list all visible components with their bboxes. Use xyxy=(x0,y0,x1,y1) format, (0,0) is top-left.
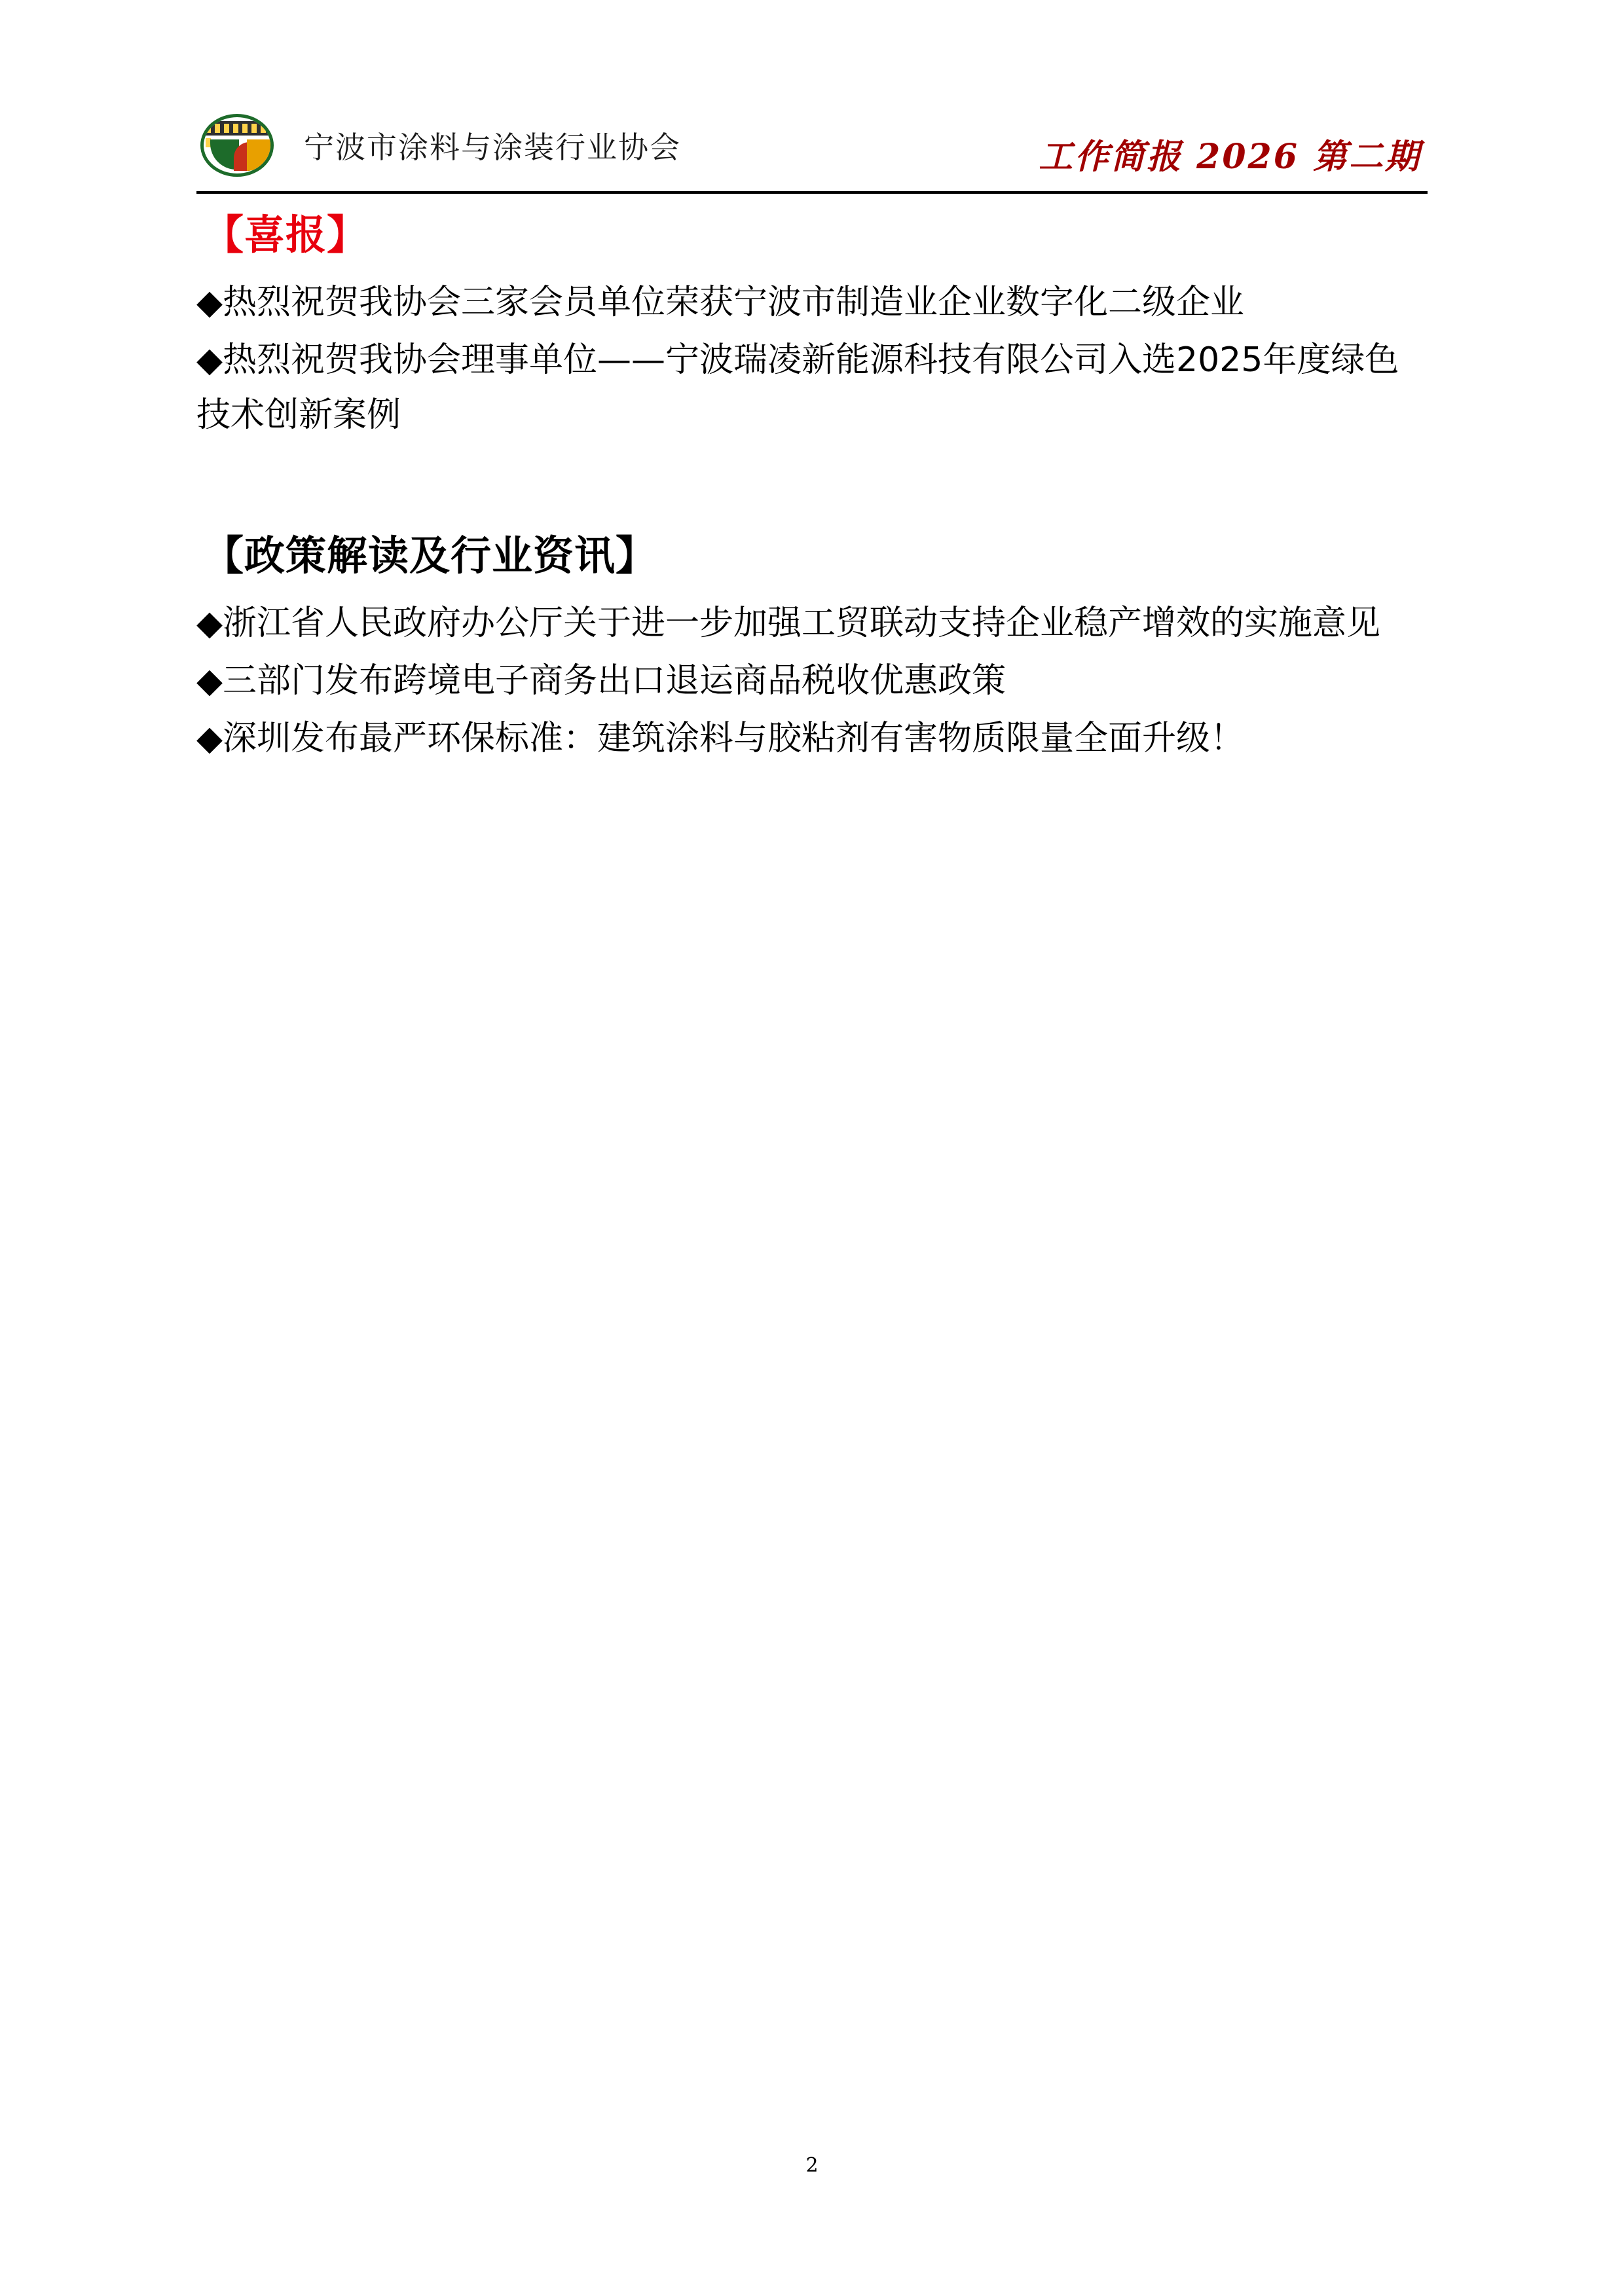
section-good-news xyxy=(196,210,1428,443)
header-left-group xyxy=(196,110,681,190)
page-header xyxy=(196,92,1428,196)
list-item: ◆浙江省人民政府办公厅关于进一步加强工贸联动支持企业稳产增效的实施意见 xyxy=(196,603,1380,643)
list-item: ◆热烈祝贺我协会三家会员单位荣获宁波市制造业企业数字化二级企业 xyxy=(196,282,1244,322)
association-name: 宁波市涂料与涂装行业协会 xyxy=(304,130,681,165)
list-item: ◆热烈祝贺我协会理事单位——宁波瑞凌新能源科技有限公司入选2025年度绿色技术创新案例 xyxy=(196,340,1399,435)
section-title-good-news: 【喜报】 xyxy=(203,211,369,259)
header-divider xyxy=(196,191,1428,194)
bulletin-title: 工作简报 2026 第二期 xyxy=(1039,137,1421,177)
list-item: ◆三部门发布跨境电子商务出口退运商品税收优惠政策 xyxy=(196,661,1006,701)
section-title-policy-news: 【政策解读及行业资讯】 xyxy=(203,532,657,580)
association-logo-icon xyxy=(196,110,282,181)
list-item: ◆深圳发布最严环保标准：建筑涂料与胶粘剂有害物质限量全面升级！ xyxy=(196,719,1244,759)
document-body xyxy=(196,210,1428,769)
section-policy-news xyxy=(196,530,1428,766)
section-spacer xyxy=(196,445,1428,530)
page-number: 2 xyxy=(805,2154,819,2177)
